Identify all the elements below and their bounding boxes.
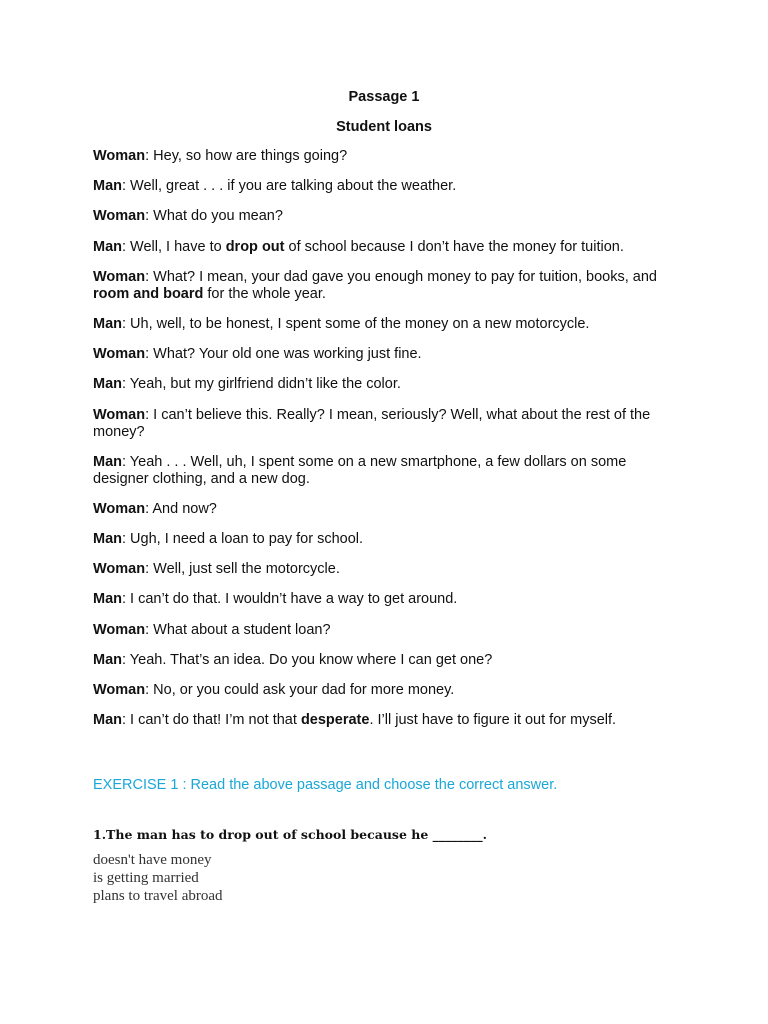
dialogue-line bbox=[93, 407, 683, 441]
dialogue-text: : I can’t do that. I wouldn’t have a way to get around. bbox=[122, 591, 458, 608]
speaker-name: Woman bbox=[93, 346, 146, 363]
speaker-name: Man bbox=[93, 178, 122, 195]
dialogue-line bbox=[93, 346, 683, 363]
dialogue-line bbox=[93, 622, 683, 639]
dialogue-line bbox=[93, 591, 683, 608]
dialogue-text: . I’ll just have to figure it out for myself. bbox=[369, 712, 617, 729]
dialogue-line bbox=[93, 561, 683, 578]
dialogue-text: : Well, just sell the motorcycle. bbox=[145, 561, 340, 578]
dialogue-line bbox=[93, 376, 683, 393]
dialogue-line bbox=[93, 208, 683, 225]
vocabulary-term: room and board bbox=[93, 285, 204, 302]
dialogue-text: : Hey, so how are things going? bbox=[145, 148, 348, 164]
speaker-name: Man bbox=[93, 531, 122, 548]
speaker-name: Woman bbox=[93, 148, 146, 164]
speaker-name: Woman bbox=[93, 500, 146, 517]
dialogue-line bbox=[93, 454, 683, 488]
speaker-name: Man bbox=[93, 315, 122, 332]
speaker-name: Man bbox=[93, 453, 122, 470]
dialogue-line bbox=[93, 148, 683, 165]
dialogue-line bbox=[93, 239, 683, 256]
answer-option[interactable]: plans to travel abroad bbox=[93, 888, 223, 904]
passage-subtitle: Student loans bbox=[336, 119, 432, 135]
dialogue-text: : And now? bbox=[145, 500, 217, 517]
dialogue-text: : What do you mean? bbox=[145, 208, 283, 225]
question-text: 1.The man has to drop out of school because he ________. bbox=[93, 827, 488, 842]
dialogue-line bbox=[93, 178, 683, 195]
answer-options bbox=[93, 851, 223, 905]
exercise-instruction: EXERCISE 1 : Read the above passage and choose the correct answer. bbox=[93, 777, 558, 793]
speaker-name: Man bbox=[93, 238, 122, 255]
dialogue-line bbox=[93, 712, 683, 729]
speaker-name: Woman bbox=[93, 268, 146, 285]
answer-option[interactable]: doesn't have money bbox=[93, 852, 212, 868]
dialogue-text: : Yeah, but my girlfriend didn’t like the color. bbox=[122, 376, 401, 393]
dialogue-text: : Ugh, I need a loan to pay for school. bbox=[122, 531, 364, 548]
answer-option[interactable]: is getting married bbox=[93, 870, 199, 886]
speaker-name: Man bbox=[93, 591, 122, 608]
speaker-name: Woman bbox=[93, 621, 146, 638]
dialogue-text: : I can’t do that! I’m not that bbox=[122, 712, 301, 729]
dialogue-text: : What? Your old one was working just fine. bbox=[145, 346, 422, 363]
dialogue-line bbox=[93, 269, 683, 303]
dialogue-line bbox=[93, 316, 683, 333]
dialogue-text: : What about a student loan? bbox=[145, 621, 331, 638]
dialogue-text: : Uh, well, to be honest, I spent some of the money on a new motorcycle. bbox=[122, 315, 590, 332]
dialogue-text: : What? I mean, your dad gave you enough money to pay for tuition, books, and bbox=[145, 268, 657, 285]
speaker-name: Woman bbox=[93, 561, 146, 578]
dialogue-transcript bbox=[93, 148, 683, 742]
dialogue-text: : Yeah. That’s an idea. Do you know where I can get one? bbox=[122, 651, 493, 668]
speaker-name: Man bbox=[93, 651, 122, 668]
dialogue-text: for the whole year. bbox=[203, 285, 326, 302]
dialogue-text: of school because I don’t have the money for tuition. bbox=[284, 238, 624, 255]
dialogue-text: : No, or you could ask your dad for more money. bbox=[145, 682, 455, 698]
speaker-name: Woman bbox=[93, 208, 146, 225]
vocabulary-term: desperate bbox=[300, 712, 370, 729]
dialogue-line bbox=[93, 682, 683, 699]
dialogue-text: : Well, great . . . if you are talking about the weather. bbox=[122, 178, 457, 195]
passage-title: Passage 1 bbox=[348, 89, 420, 105]
vocabulary-term: drop out bbox=[225, 238, 285, 255]
dialogue-line bbox=[93, 531, 683, 548]
dialogue-text: : Yeah . . . Well, uh, I spent some on a new smartphone, a few dollars on some designer clothing, and a new dog. bbox=[93, 453, 627, 487]
dialogue-line bbox=[93, 501, 683, 518]
dialogue-text: : Well, I have to bbox=[122, 238, 226, 255]
speaker-name: Woman bbox=[93, 406, 146, 423]
dialogue-text: : I can’t believe this. Really? I mean, seriously? Well, what about the rest of the money? bbox=[93, 406, 651, 440]
dialogue-line bbox=[93, 652, 683, 669]
speaker-name: Man bbox=[93, 712, 122, 729]
speaker-name: Woman bbox=[93, 682, 146, 698]
speaker-name: Man bbox=[93, 376, 122, 393]
